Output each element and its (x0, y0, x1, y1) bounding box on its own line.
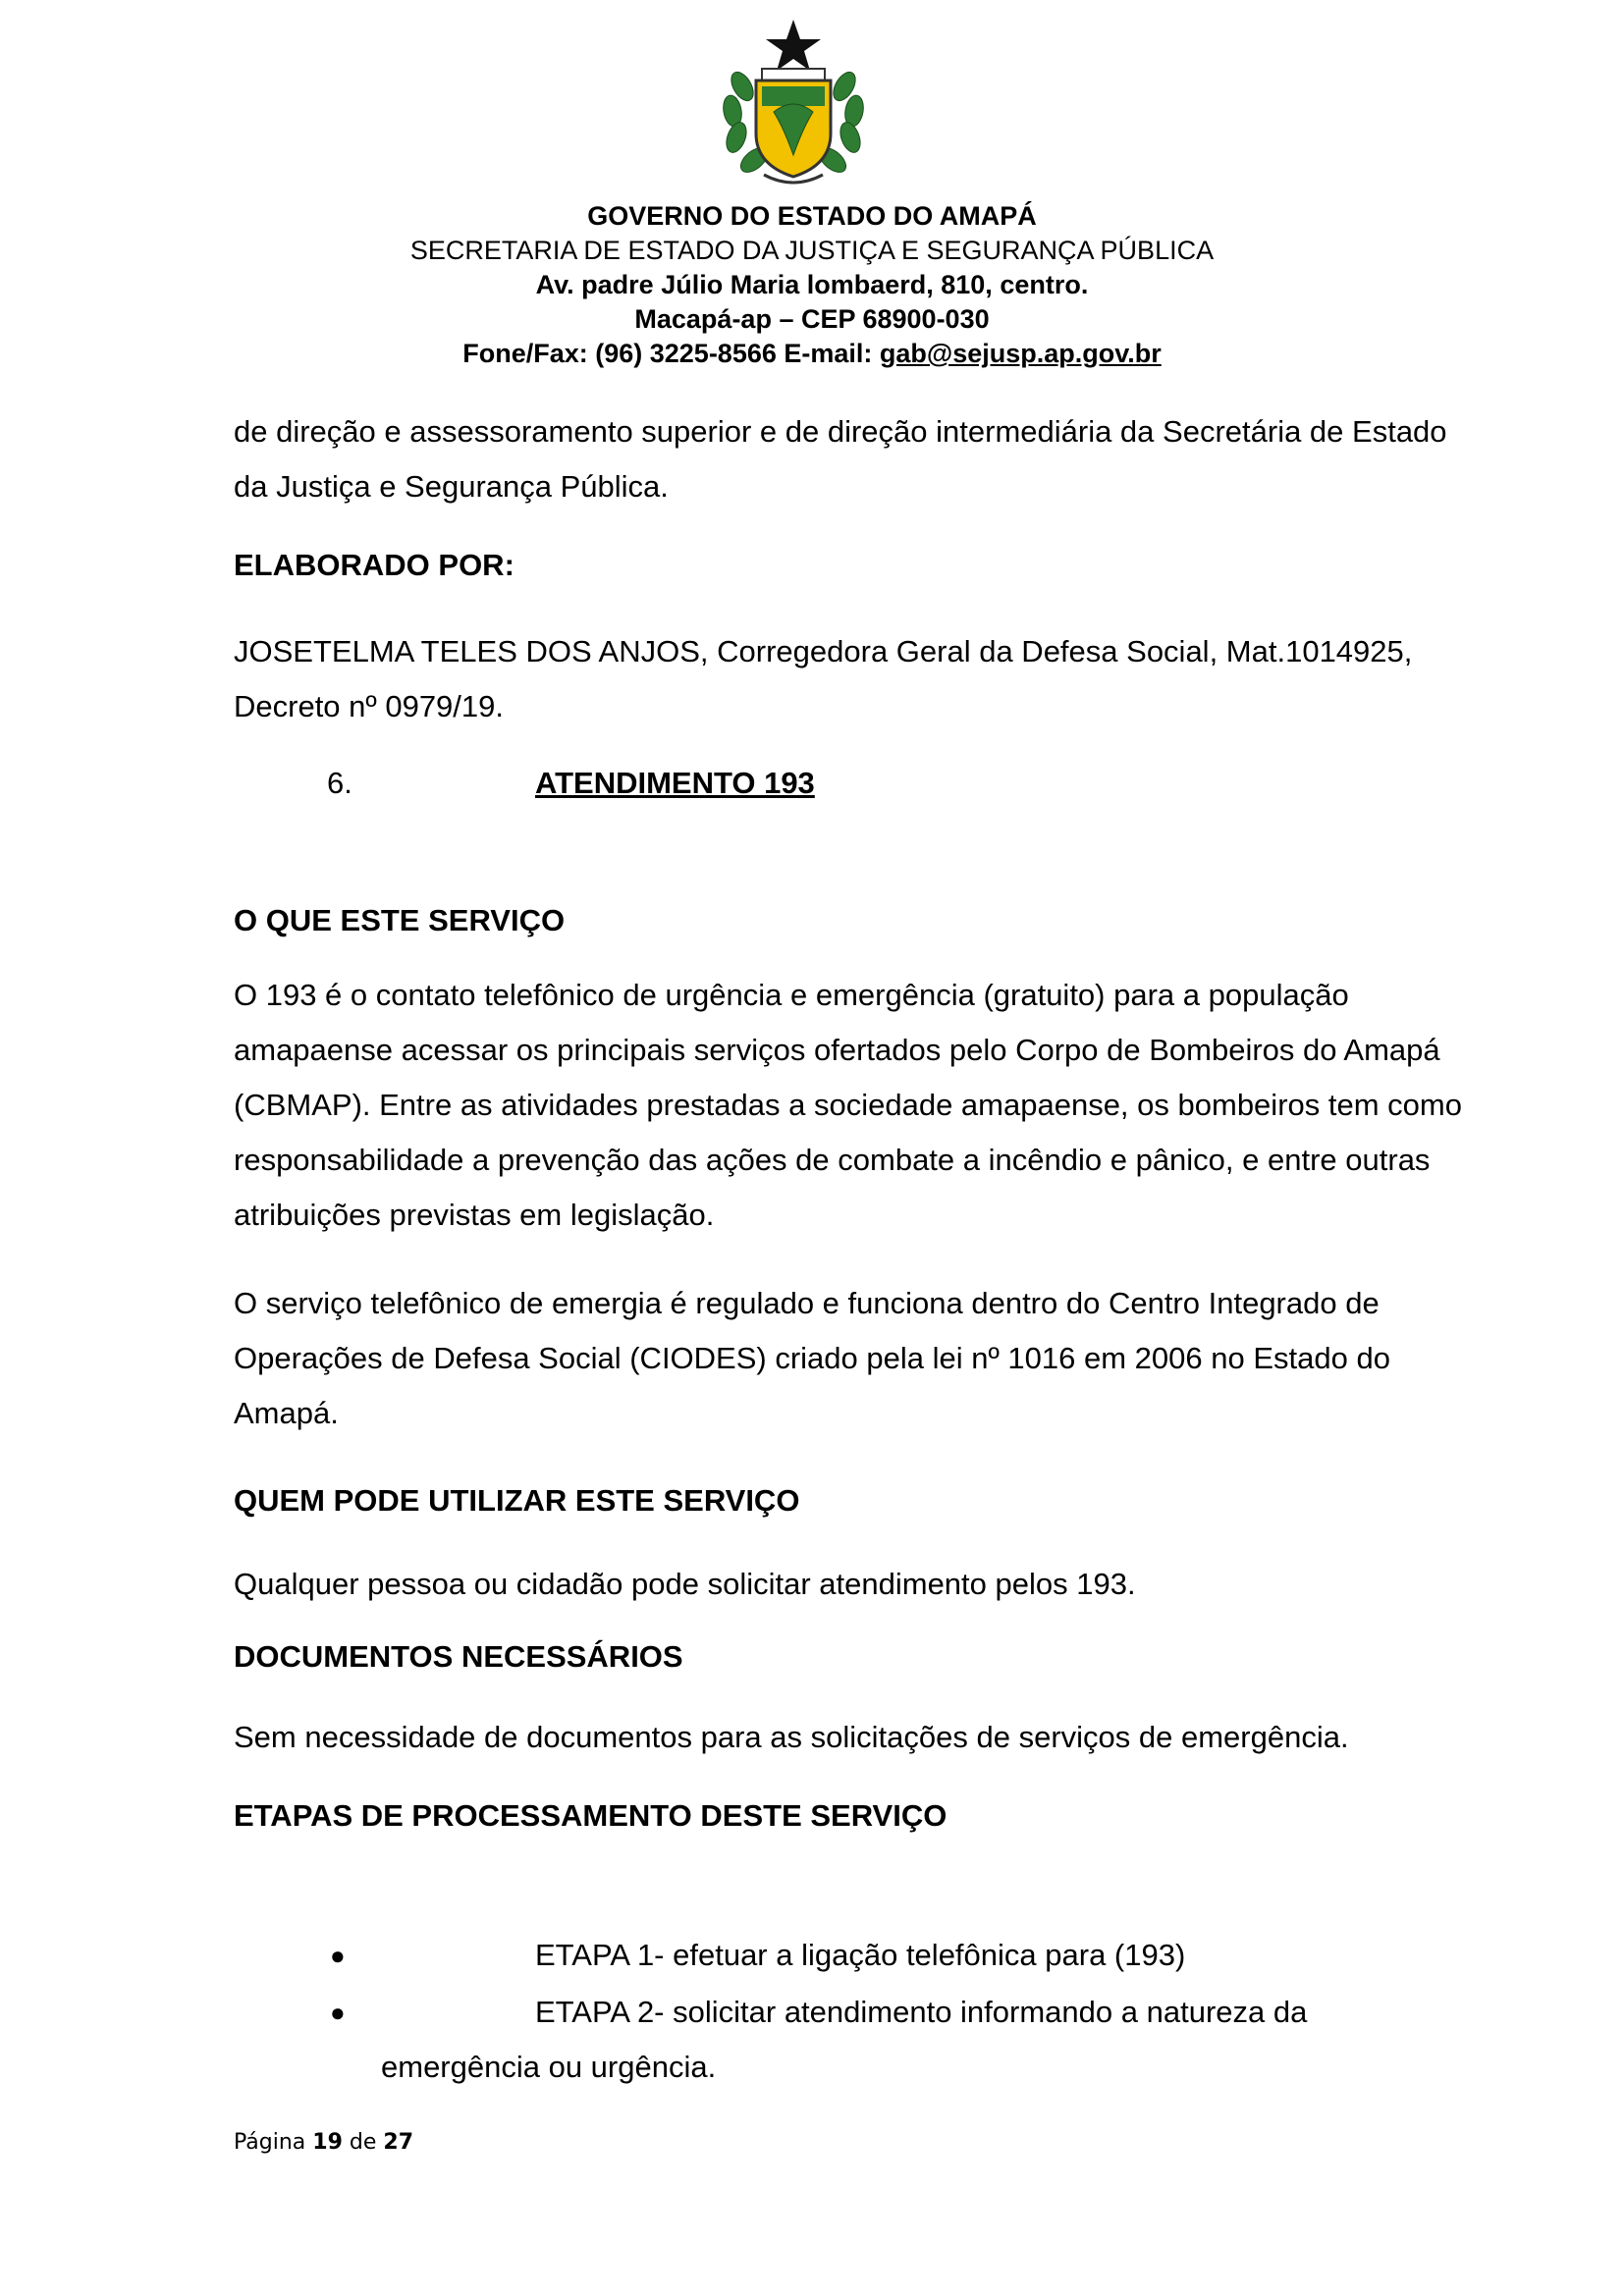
what-paragraph-1: O 193 é o contato telefônico de urgência e emergência (gratuito) para a população amapaense acessar os principais serviços ofertados pelo Corpo de Bombeiros do Amapá (CBMAP). Entre as atividades prestadas a sociedade amapaense, os bombeiros tem como responsabilidade a prevenção das ações de combate a incêndio e pânico, e entre outras atribuições previstas em legislação. (234, 978, 1462, 1232)
header-address: Av. padre Júlio Maria lombaerd, 810, centro. (535, 270, 1089, 299)
documents-heading: DOCUMENTOS NECESSÁRIOS (234, 1639, 683, 1674)
list-item-step-1: ETAPA 1- efetuar a ligação telefônica para (193) (535, 1938, 1186, 1972)
intro-paragraph: de direção e assessoramento superior e de direção intermediária da Secretária de Estado da Justiça e Segurança Pública. (234, 414, 1447, 504)
what-heading: O QUE ESTE SERVIÇO (234, 903, 566, 937)
page-number-footer (234, 2130, 413, 2155)
header-contact (0, 337, 1624, 370)
header-government: GOVERNO DO ESTADO DO AMAPÁ (587, 201, 1037, 231)
header-city-cep: Macapá-ap – CEP 68900-030 (634, 304, 990, 334)
footer-page-label: Página (234, 2130, 306, 2155)
who-paragraph: Qualquer pessoa ou cidadão pode solicitar atendimento pelos 193. (234, 1567, 1136, 1601)
contact-phone: Fone/Fax: (96) 3225-8566 E-mail: (462, 339, 880, 368)
list-bullet-icon: ● (330, 1941, 346, 1970)
documents-paragraph: Sem necessidade de documentos para as solicitações de serviços de emergência. (234, 1720, 1349, 1754)
elaborado-paragraph: JOSETELMA TELES DOS ANJOS, Corregedora Geral da Defesa Social, Mat.1014925, Decreto nº 0979/19. (234, 634, 1413, 723)
list-bullet-icon: ● (330, 1998, 346, 2027)
list-item-step-2: ETAPA 2- solicitar atendimento informando a natureza da emergência ou urgência. (381, 1995, 1308, 2084)
footer-of-label: de (349, 2130, 377, 2155)
elaborado-heading: ELABORADO POR: (234, 548, 514, 582)
footer-total-pages: 27 (383, 2130, 414, 2155)
header-secretariat: SECRETARIA DE ESTADO DA JUSTIÇA E SEGURANÇA PÚBLICA (409, 236, 1215, 265)
who-heading: QUEM PODE UTILIZAR ESTE SERVIÇO (234, 1483, 800, 1518)
state-coat-of-arms-icon (705, 18, 882, 194)
steps-heading: ETAPAS DE PROCESSAMENTO DESTE SERVIÇO (234, 1798, 947, 1833)
what-paragraph-2: O serviço telefônico de emergia é regulado e funciona dentro do Centro Integrado de Operações de Defesa Social (CIODES) criado pela lei nº 1016 em 2006 no Estado do Amapá. (234, 1286, 1390, 1430)
section-number: 6. (327, 766, 352, 800)
footer-current-page: 19 (312, 2130, 343, 2155)
contact-email-link[interactable]: gab@sejusp.ap.gov.br (879, 339, 1162, 368)
section-title: ATENDIMENTO 193 (535, 766, 815, 800)
